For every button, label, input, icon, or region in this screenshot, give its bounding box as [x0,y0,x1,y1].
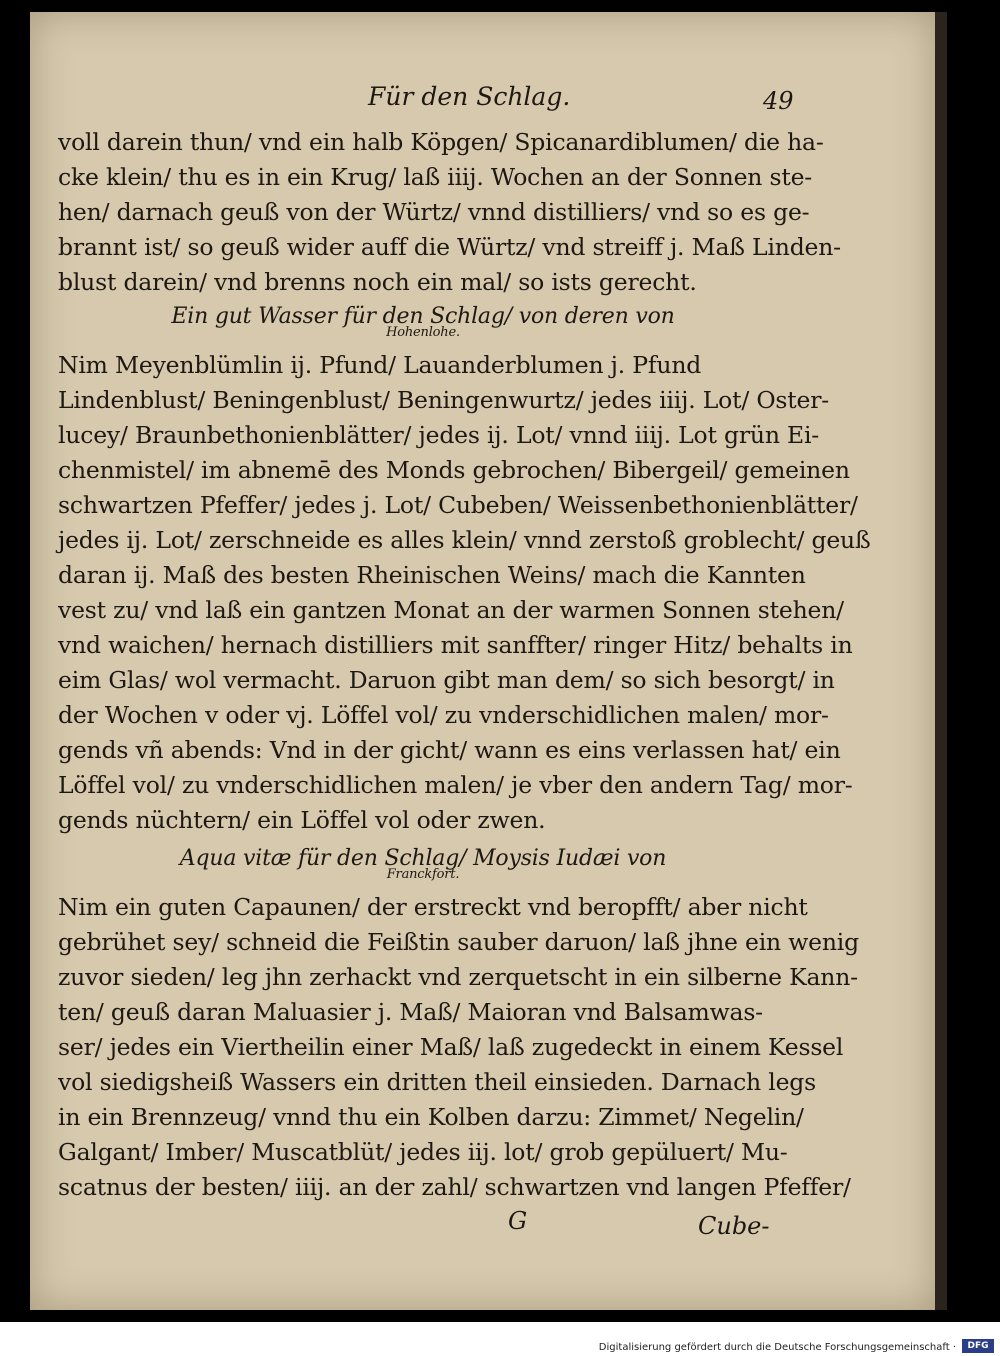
catchword: Cube- [698,1212,770,1240]
text-line: schwartzen Pfeffer/ jedes j. Lot/ Cubeben/ Weissenbethonienblätter/ [58,491,858,519]
signature-mark: G [508,1207,528,1235]
text-line: eim Glas/ wol vermacht. Daruon gibt man dem/ so sich besorgt/ in [58,666,835,694]
text-line: cke klein/ thu es in ein Krug/ laß iiij. Wochen an der Sonnen ste- [58,163,813,191]
text-line: voll darein thun/ vnd ein halb Köpgen/ Spicanardiblumen/ die ha- [58,128,824,156]
text-line: jedes ij. Lot/ zerschneide es alles klein/ vnnd zerstoß groblecht/ geuß [58,526,871,554]
text-line: daran ij. Maß des besten Rheinischen Weins/ mach die Kannten [58,561,806,589]
footer-bar [0,1322,1000,1356]
text-line: in ein Brennzeug/ vnnd thu ein Kolben darzu: Zimmet/ Negelin/ [58,1103,804,1131]
text-line: hen/ darnach geuß von der Würtz/ vnnd distilliers/ vnd so es ge- [58,198,810,226]
text-line: scatnus der besten/ iiij. an der zahl/ schwartzen vnd langen Pfeffer/ [58,1173,851,1201]
text-line: vest zu/ vnd laß ein gantzen Monat an der warmen Sonnen stehen/ [58,596,844,624]
section-heading-sub: Franckfort. [386,867,460,882]
text-line: Galgant/ Imber/ Muscatblüt/ jedes iij. lot/ grob gepüluert/ Mu- [58,1138,788,1166]
text-line: zuvor sieden/ leg jhn zerhackt vnd zerquetscht in ein silberne Kann- [58,963,858,991]
text-line: Löffel vol/ zu vnderschidlichen malen/ je vber den andern Tag/ mor- [58,771,853,799]
text-line: gends vñ abends: Vnd in der gicht/ wann es eins verlassen hat/ ein [58,736,841,764]
running-head: Für den Schlag. [368,82,571,111]
section-heading: Ein gut Wasser für den Schlag/ von deren von [171,304,675,329]
text-line: ser/ jedes ein Viertheilin einer Maß/ laß zugedeckt in einem Kessel [58,1033,844,1061]
text-line: vol siedigsheiß Wassers ein dritten theil einsieden. Darnach legs [58,1068,816,1096]
dfg-logo-icon: DFG [962,1339,994,1353]
page-content [30,12,935,1310]
text-line: brannt ist/ so geuß wider auff die Würtz/ vnd streiff j. Maß Linden- [58,233,841,261]
text-line: gebrühet sey/ schneid die Feißtin sauber daruon/ laß jhne ein wenig [58,928,859,956]
text-line: ten/ geuß daran Maluasier j. Maß/ Maioran vnd Balsamwas- [58,998,763,1026]
text-line: gends nüchtern/ ein Löffel vol oder zwen. [58,806,546,834]
footer-credit: Digitalisierung gefördert durch die Deutsche Forschungsgemeinschaft · [598,1342,956,1353]
text-line: lucey/ Braunbethonienblätter/ jedes ij. Lot/ vnnd iiij. Lot grün Ei- [58,421,820,449]
page-edge [935,12,947,1310]
folio-number: 49 [763,87,794,115]
text-line: Nim Meyenblümlin ij. Pfund/ Lauanderblumen j. Pfund [58,351,702,379]
text-line: Lindenblust/ Beningenblust/ Beningenwurtz/ jedes iiij. Lot/ Oster- [58,386,829,414]
section-heading-sub: Hohenlohe. [386,325,460,340]
text-line: der Wochen v oder vj. Löffel vol/ zu vnderschidlichen malen/ mor- [58,701,829,729]
section-heading: Aqua vitæ für den Schlag/ Moysis Iudæi von [179,846,667,871]
text-block [58,12,871,1310]
text-line: vnd waichen/ hernach distilliers mit sanffter/ ringer Hitz/ behalts in [58,631,853,659]
text-line: Nim ein guten Capaunen/ der erstreckt vnd beropfft/ aber nicht [58,893,808,921]
text-line: chenmistel/ im abnemē des Monds gebrochen/ Bibergeil/ gemeinen [58,456,850,484]
text-line: blust darein/ vnd brenns noch ein mal/ so ists gerecht. [58,268,697,296]
